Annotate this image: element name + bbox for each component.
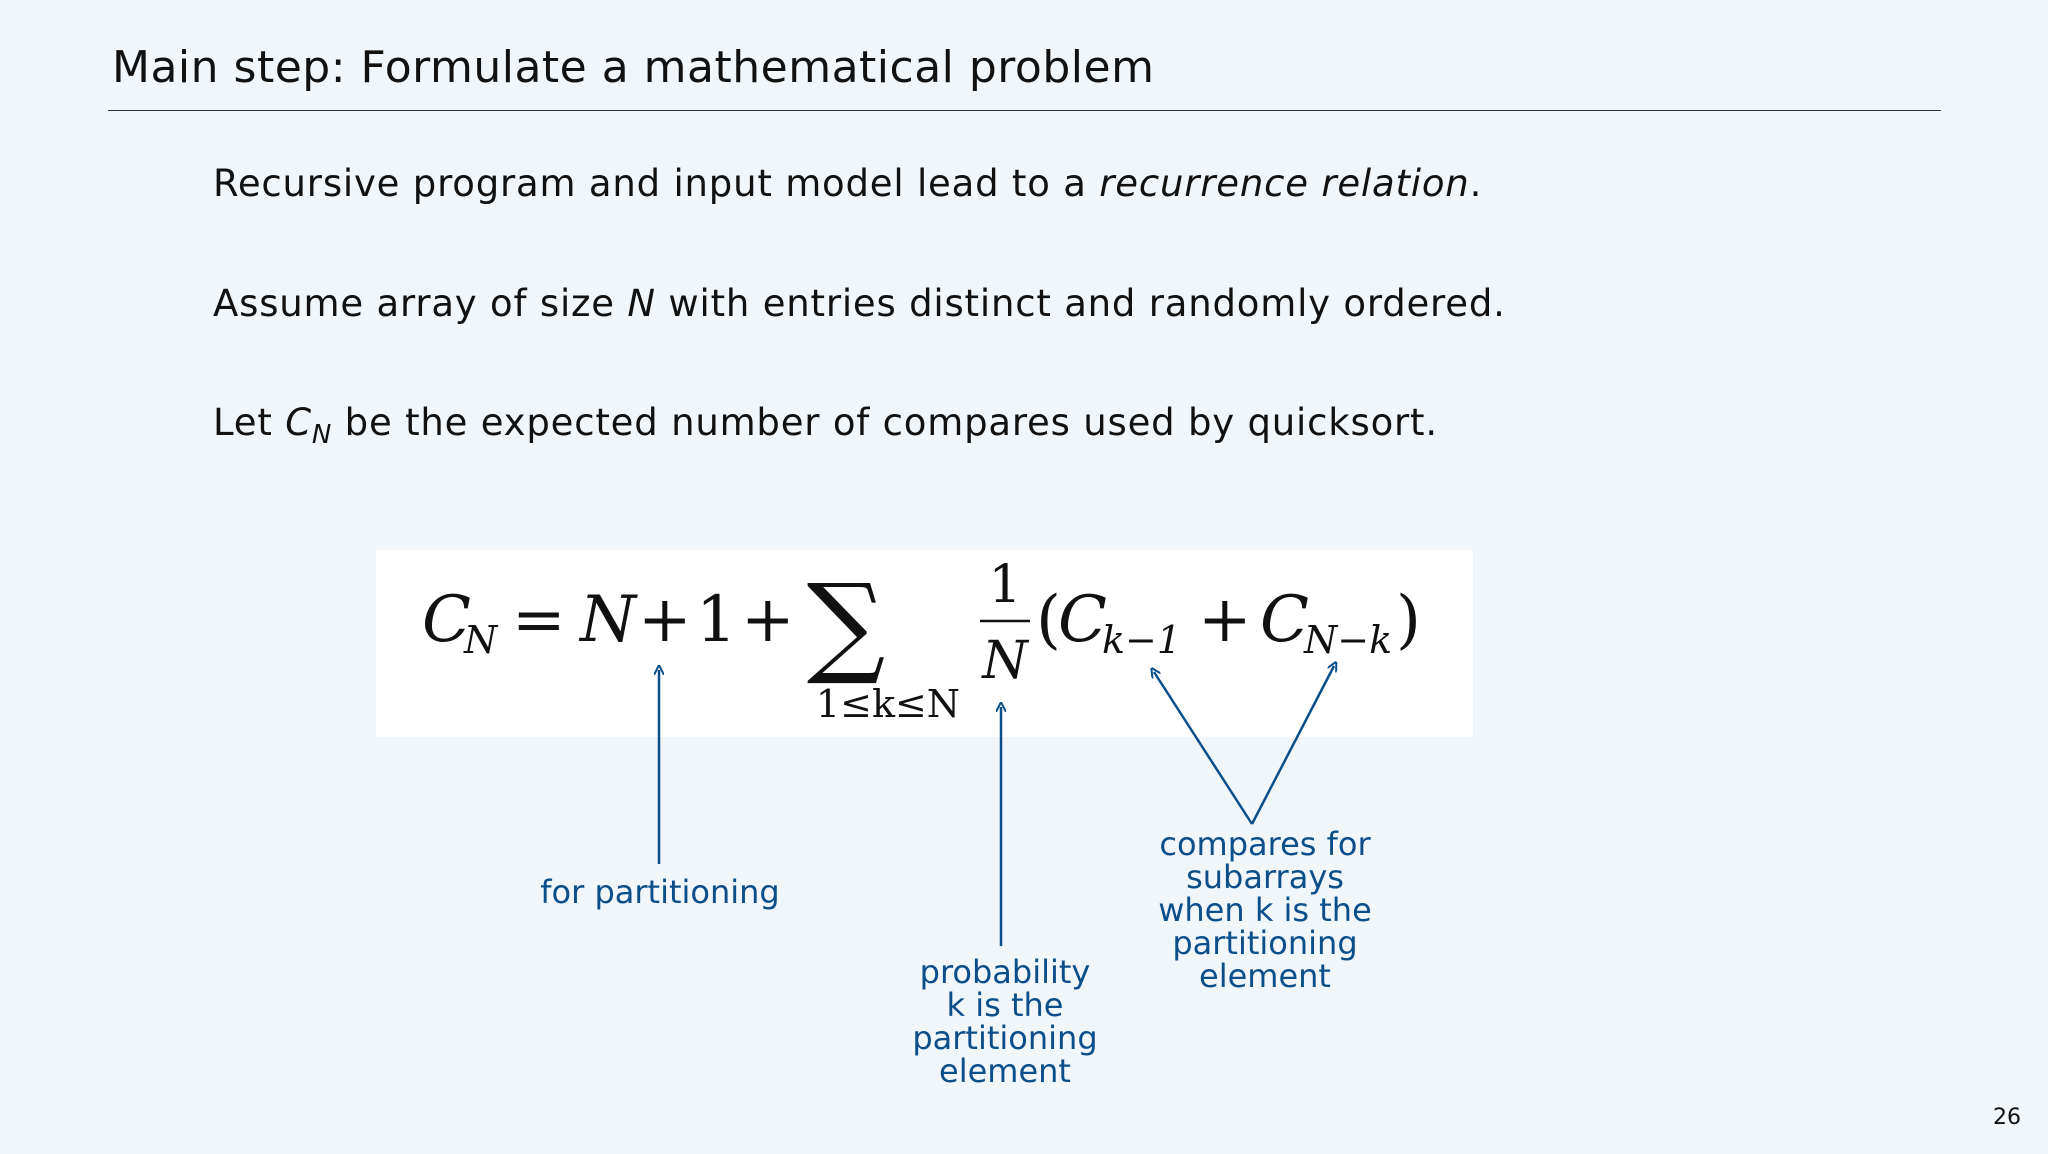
bullet-definition: [213, 401, 1438, 450]
annotation-probability-line: k is the: [946, 986, 1064, 1024]
variable-n: N: [627, 282, 656, 325]
formula-svg: [376, 550, 1473, 737]
formula-c-n-minus-k: C: [1260, 583, 1309, 657]
formula-sum-symbol: ∑: [806, 560, 886, 688]
annotation-probability-line: partitioning: [912, 1019, 1098, 1057]
annotation-compares-line: when k is the: [1158, 891, 1372, 929]
annotation-partitioning: for partitioning: [540, 873, 780, 911]
variable-c: C: [285, 401, 312, 444]
variable-c-subscript: N: [311, 420, 333, 450]
formula-c-k-minus-1-sub: k−1: [1102, 618, 1182, 662]
formula-c-n-minus-k-sub: N−k: [1304, 618, 1393, 662]
annotation-compares-line: partitioning: [1172, 924, 1358, 962]
bullet-recurrence: [213, 162, 1482, 205]
formula-fraction-denominator: N: [982, 631, 1028, 691]
annotation-compares: [1110, 825, 1420, 995]
formula-close-paren: ): [1396, 583, 1421, 657]
annotation-compares-line: element: [1199, 957, 1331, 995]
formula-plus-1: +: [638, 583, 692, 657]
formula-fraction-numerator: 1: [988, 555, 1022, 615]
formula-one: 1: [696, 583, 737, 657]
annotation-probability: [870, 953, 1140, 1090]
formula-plus-3: +: [1198, 583, 1252, 657]
formula-lhs-sub: N: [464, 618, 498, 662]
recurrence-relation-term: recurrence relation: [1099, 162, 1470, 205]
annotation-probability-line: element: [939, 1052, 1071, 1090]
bullet-definition-start: Let: [213, 401, 286, 444]
formula-plus-2: +: [741, 583, 795, 657]
page-number: 26: [1993, 1105, 2021, 1130]
bullet-assumption-end: with entries distinct and randomly ordered.: [655, 282, 1506, 325]
bullet-definition-end: be the expected number of compares used by quicksort.: [332, 401, 1438, 444]
formula-c-k-minus-1: C: [1058, 583, 1107, 657]
annotation-compares-line: compares for: [1159, 825, 1371, 863]
formula-open-paren: (: [1036, 583, 1061, 657]
bullet-recurrence-end: .: [1469, 162, 1483, 205]
bullet-assumption-start: Assume array of size: [213, 282, 628, 325]
annotation-probability-line: probability: [919, 953, 1091, 991]
recurrence-formula: [376, 550, 1473, 737]
formula-sum-range: 1≤k≤N: [815, 682, 961, 726]
title-divider: [108, 110, 1941, 111]
formula-lhs-c: C: [422, 583, 471, 657]
slide-title: Main step: Formulate a mathematical problem: [112, 42, 1155, 93]
annotation-compares-line: subarrays: [1186, 858, 1344, 896]
formula-n: N: [580, 583, 636, 657]
formula-equals: =: [512, 583, 566, 657]
bullet-assumption: [213, 282, 1506, 325]
bullet-recurrence-text: Recursive program and input model lead to a: [213, 162, 1100, 205]
